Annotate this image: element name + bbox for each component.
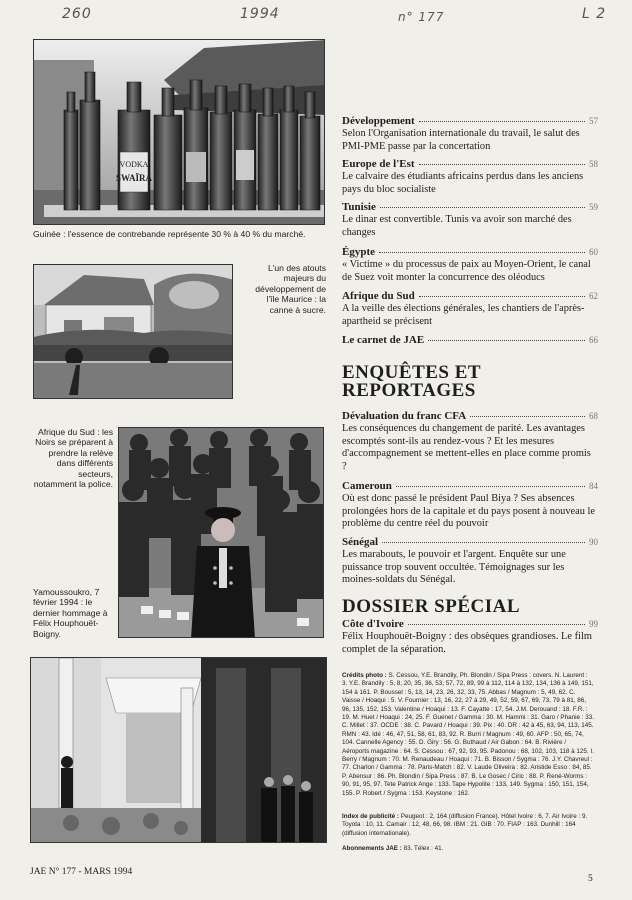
sugarcane-caption: L'un des atouts majeurs du développement de l'île Maurice : la canne à sucre. [255, 263, 326, 315]
leader-dots [470, 416, 585, 417]
toc-entry-cote-ivoire[interactable] [342, 618, 598, 656]
entry-page: 68 [589, 411, 598, 421]
toc-entry-devaluation[interactable] [342, 410, 598, 473]
entry-summary: Les conséquences du changement de parité. Les avantages escomptés sont-ils au rendez-vous ? Et les mesures d'accompagnement se mettent-elles en place comme promis ? [342, 423, 591, 472]
entry-title: Égypte [342, 246, 375, 258]
entry-page: 60 [589, 247, 598, 257]
svg-text:VODKA: VODKA [119, 160, 149, 169]
entry-summary: Les marabouts, le pouvoir et l'argent. Enquête sur une puissance trop souvent occultée. Témoignages sur les moines-soldats du Sénégal. [342, 549, 566, 586]
handwritten-year: 1994 [240, 6, 280, 22]
leader-dots [379, 252, 585, 253]
leader-dots [419, 121, 585, 122]
entry-page: 99 [589, 619, 598, 629]
entry-page: 58 [589, 159, 598, 169]
entry-summary: Le calvaire des étudiants africains perdus dans les anciens pays du bloc socialiste [342, 171, 584, 195]
subscriptions-text: 83. Télex : 41. [403, 845, 444, 852]
entry-page: 62 [589, 291, 598, 301]
leader-dots [380, 207, 585, 208]
entry-title: Europe de l'Est [342, 158, 415, 170]
toc-entry-senegal[interactable] [342, 536, 598, 587]
section-title-enquetes: ENQUÊTES ET REPORTAGES [342, 362, 481, 401]
entry-summary: Où est donc passé le président Paul Biya ? Ses absences prolongées hors de la capitale et du pays posent à nouveau le problème du centre réel du pouvoir [342, 493, 596, 530]
subscriptions-line [342, 845, 594, 853]
leader-dots [396, 486, 585, 487]
entry-summary: Le dinar est convertible. Tunis va avoir son marché des changes [342, 214, 572, 238]
toc-entry-europe-est[interactable] [342, 158, 598, 196]
entry-summary: A la veille des élections générales, les chantiers de l'après-apartheid se précisent [342, 303, 585, 327]
sugarcane-photo [33, 264, 233, 399]
handwritten-issue: n° 177 [398, 10, 445, 24]
subscriptions-label: Abonnements JAE : [342, 845, 402, 852]
entry-title: Afrique du Sud [342, 290, 415, 302]
bottles-caption: Guinée : l'essence de contrebande représente 30 % à 40 % du marché. [33, 229, 306, 239]
police-caption: Afrique du Sud : les Noirs se préparent à prendre la relève dans différents secteurs, notamment la police. [33, 427, 113, 490]
entry-page: 90 [589, 537, 598, 547]
page-number: 5 [588, 874, 593, 884]
handwritten-code: L 2 [582, 6, 607, 22]
leader-dots [408, 624, 585, 625]
leader-dots [382, 542, 585, 543]
advertising-index [342, 813, 594, 838]
advertising-text: Peugeot : 2, 164 (diffusion France). Hôtel Ivoire : 6, 7. Air Ivoire : 9. Toyota : 10, 11. Camair : 12, 48, 66, 98. IBM : 21. GIB : 70. FIAP : 163. Dunhill : 164 (diffusion internationale). [342, 813, 588, 837]
entry-title: Dévaluation du franc CFA [342, 410, 467, 422]
toc-entry-egypte[interactable] [342, 246, 598, 284]
toc-entry-carnet[interactable] [342, 334, 598, 346]
photo-credits [342, 672, 594, 798]
issue-footer: JAE N° 177 - MARS 1994 [30, 867, 133, 877]
entry-page: 66 [589, 335, 598, 345]
leader-dots [419, 164, 585, 165]
toc-entry-developpement[interactable] [342, 115, 598, 153]
entry-page: 84 [589, 481, 598, 491]
toc-entry-afrique-du-sud[interactable] [342, 290, 598, 328]
entry-page: 57 [589, 116, 598, 126]
entry-title: Sénégal [342, 536, 379, 548]
funeral-photo [30, 657, 327, 843]
entry-summary: Selon l'Organisation internationale du travail, le salut des PMI-PME passe par la concertation [342, 128, 580, 152]
police-photo [118, 427, 324, 638]
credits-text: S. Cessou, Y.E. Brandily, Ph. Blondin / Sipa Press : covers. N. Laurent : 3. Y.E. Brandily : 5, 8, 20, 35, 36, 53, 57, 72, 89, 99 à 112, 114 à 132, 134, 136 à 149, 151, 154 à 161. P. Boussel : 5, 13, 14, 23, 26, 32, 33, 75. Abbas / Magnum : 5, 49, 62. C. Vaisse / Hoaqui : 5. V. Fournier : 13, 16, 22, 27 à 29, 49, 52, 59, 67, 69, 73, 79 à 81, 86, 96, 135, 152, 153. Valentine / Hoaqui : 13. F. Cayatte : 17, 54. J.M. Derouand : 18. F.R. : 19. M. Huet / Hoaqui : 24, 25. F. Guenet / Gamma : 30. M. Hammi : 31. Garo / Phanie : 33. C. Millet : 37. OCDE : 38. C. Pavard / Hoaqui : 39. Pix : 40. DR : 42 à 45, 63, 94, 113, 145. RMN : 43. Idé : 46, 47, 51, 58, 61, 83, 92. R. Burri / Magnum : 49, 60. AFP : 50, 65, 74, 104. Cannelle Agency : 55. D. Giry : 56. G. Buthaud / Air Gabon : 64. B. Rivière / Aéroports magazine : 64. S. Cessou : 67, 92, 93, 95. Padonou : 68, 102, 103, 118 à 125. I. Berry / Magnum : 70. M. Renaudeau / Hoaqui : 71. B. Bisson / Sygma : 76. J.Y. Chavreul : 77. Charlon / Gamma : 78. Paris-Match : 82. V. Laude Oliveira : 82. Aristide Esso : 84, 85. P. Abensur : 86. Ph. Blondin / Sipa Press : 87. B. Le Gosec / Ciric : 88. P. René-Worms : 90, 91, 95, 97. Tete Patrick Ange : 133. Tape Hypolite : 133, 149. Sygma : 150, 151, 154, 155. P. Robert / Sygma : 153. Keystone : 162. [342, 672, 594, 797]
entry-title: Côte d'Ivoire [342, 618, 404, 630]
advertising-label: Index de publicité : [342, 813, 400, 820]
handwritten-number: 260 [62, 6, 92, 22]
toc-entry-tunisie[interactable] [342, 201, 598, 239]
credits-label: Crédits photo : [342, 672, 387, 679]
leader-dots [428, 340, 585, 341]
bottles-photo [33, 39, 325, 225]
entry-summary: « Victime » du processus de paix au Moyen-Orient, le canal de Suez voit monter la concurrence des oléoducs [342, 259, 591, 283]
section-title-dossier: DOSSIER SPÉCIAL [342, 596, 521, 617]
toc-entry-cameroun[interactable] [342, 480, 598, 531]
entry-title: Cameroun [342, 480, 392, 492]
funeral-caption: Yamoussoukro, 7 février 1994 : le dernier hommage à Félix Houphouët-Boigny. [33, 587, 108, 639]
entry-page: 59 [589, 202, 598, 212]
entry-title: Le carnet de JAE [342, 334, 425, 346]
leader-dots [419, 296, 585, 297]
svg-text:SWAÏRA: SWAÏRA [115, 173, 153, 183]
entry-summary: Félix Houphouët-Boigny : des obsèques grandioses. Le film complet de la séparation. [342, 631, 592, 655]
entry-title: Tunisie [342, 201, 376, 213]
entry-title: Développement [342, 115, 415, 127]
